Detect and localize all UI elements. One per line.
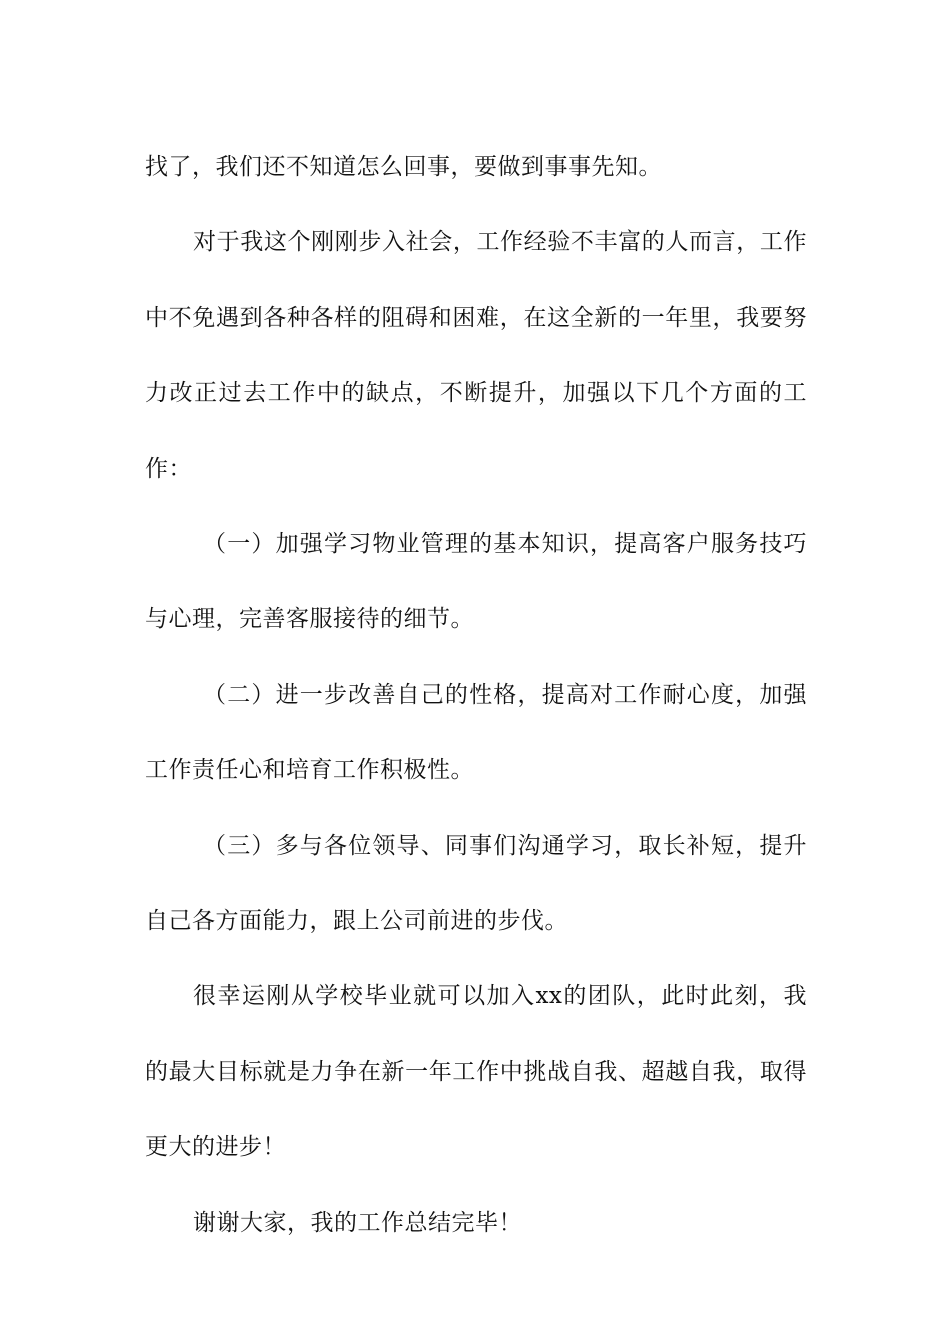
paragraph-closing: 谢谢大家，我的工作总结完毕！ bbox=[193, 1209, 522, 1236]
paragraph-item-1: （一）加强学习物业管理的基本知识，提高客户服务技巧与心理，完善客服接待的细节。 bbox=[145, 531, 807, 633]
paragraph-intro: 对于我这个刚刚步入社会，工作经验不丰富的人而言，工作中不免遇到各种各样的阻碍和困难，在这全新的一年里，我要努力改正过去工作中的缺点，不断提升，加强以下几个方面的工作： bbox=[145, 229, 807, 482]
paragraph-item-3: （三）多与各位领导、同事们沟通学习，取长补短，提升自己各方面能力，跟上公司前进的步伐。 bbox=[145, 832, 807, 935]
paragraph-goal: 很幸运刚从学校毕业就可以加入xx的团队，此时此刻，我的最大目标就是力争在新一年工作中挑战自我、超越自我，取得更大的进步！ bbox=[145, 983, 807, 1161]
document-body bbox=[145, 130, 807, 1261]
paragraph-continuation: 找了，我们还不知道怎么回事，要做到事事先知。 bbox=[145, 154, 662, 180]
paragraph-item-2: （二）进一步改善自己的性格，提高对工作耐心度，加强工作责任心和培育工作积极性。 bbox=[145, 681, 807, 784]
